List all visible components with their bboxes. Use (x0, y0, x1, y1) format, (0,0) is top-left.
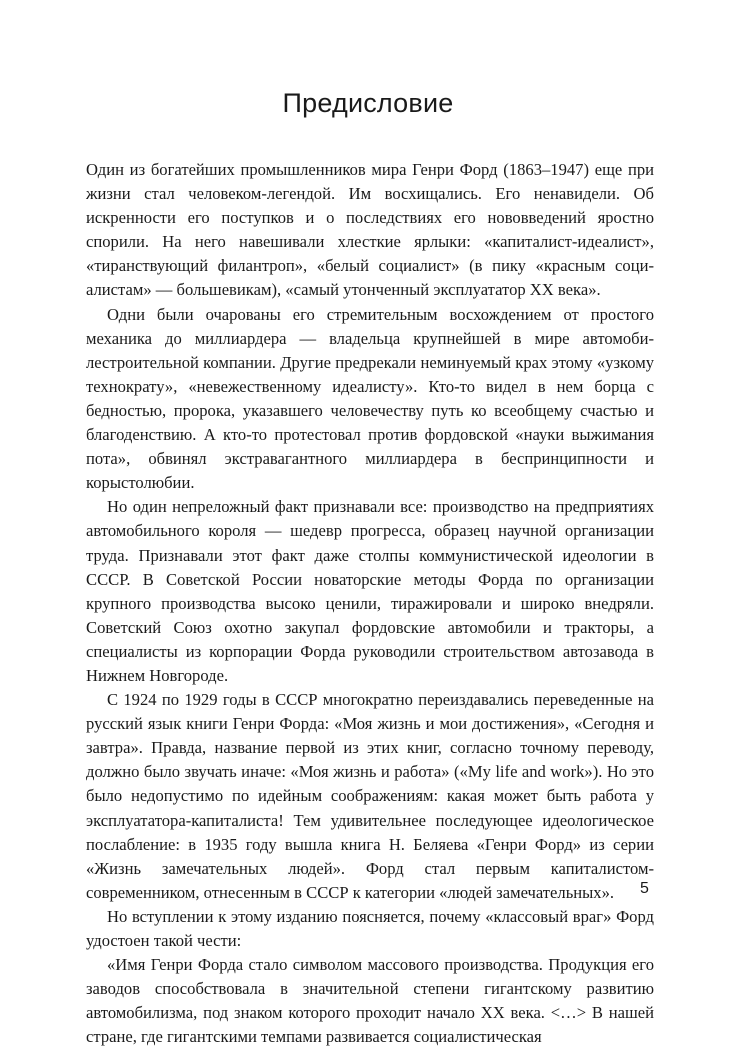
paragraph: Одни были очарованы его стремительным восхождением от простого механика до миллиардера — владельца крупнейшей в мире автомобилестроительной компании. Другие предрекали неминуемый крах этому «узкому технократу», «невежественному идеалисту». Кто-то видел в нем борца с бедностью, пророка, указавшего человечеству путь ко всеобщему счастью и благоденствию. А кто-то протестовал против фордовской «науки выжимания пота», обвинял экстравагантного миллиардера в беспринципности и корыстолюбии. (86, 304, 654, 493)
page-title: Предисловие (282, 88, 454, 118)
paragraph: Но один непреложный факт признавали все: производство на предприятиях автомобильного короля — шедевр прогресса, образец научной организации труда. Признавали этот факт даже столпы коммунистической идеологии в СССР. В Советской России новаторские методы Форда по организации крупного производства высоко ценили, тиражировали и широко внедряли. Советский Союз охотно закупал фордовские автомобили и тракторы, а специалисты из корпорации Форда руководили строительством автозавода в Нижнем Новгороде. (86, 497, 654, 685)
body-text (86, 158, 654, 1049)
paragraph: Но вступлении к этому изданию поясняется, почему «классовый враг» Форд удостоен такой чести: (86, 906, 654, 950)
page-number: 5 (640, 880, 649, 897)
paragraph: Один из богатейших промышленников мира Генри Форд (1863–1947) еще при жизни стал человеком-легендой. Им восхищались. Его ненавидели. Об искренности его поступков и о последствиях его нововведений яростно спорили. На него навешивали хлесткие ярлыки: «капиталист-идеалист», «тиранствующий филантроп», «белый социалист» (в пику «красным социалистам» — большевикам), «самый утонченный эксплуататор XX века». (86, 160, 654, 300)
paragraph: «Имя Генри Форда стало символом массового производства. Продукция его заводов способствовала в значительной степени гигантскому развитию автомобилизма, под знаком которого проходит начало XX века. <…> В нашей стране, где гигантскими темпами развивается социалистическая (86, 955, 654, 1047)
paragraph: С 1924 по 1929 годы в СССР многократно переиздавались переведенные на русский язык книги Генри Форда: «Моя жизнь и мои достижения», «Сегодня и завтра». Правда, название первой из этих книг, согласно точному переводу, должно было звучать иначе: «Моя жизнь и работа» («My life and work»). Но это было недопустимо по идейным соображениям: какая может быть работа у эксплуататора-капиталиста! Тем удивительнее последующее идеологическое послабление: в 1935 году вышла книга Н. Беляева «Генри Форд» из серии «Жизнь замечательных людей». Форд стал первым капиталистом-современником, отнесенным в СССР к категории «людей замечательных». (86, 690, 654, 902)
